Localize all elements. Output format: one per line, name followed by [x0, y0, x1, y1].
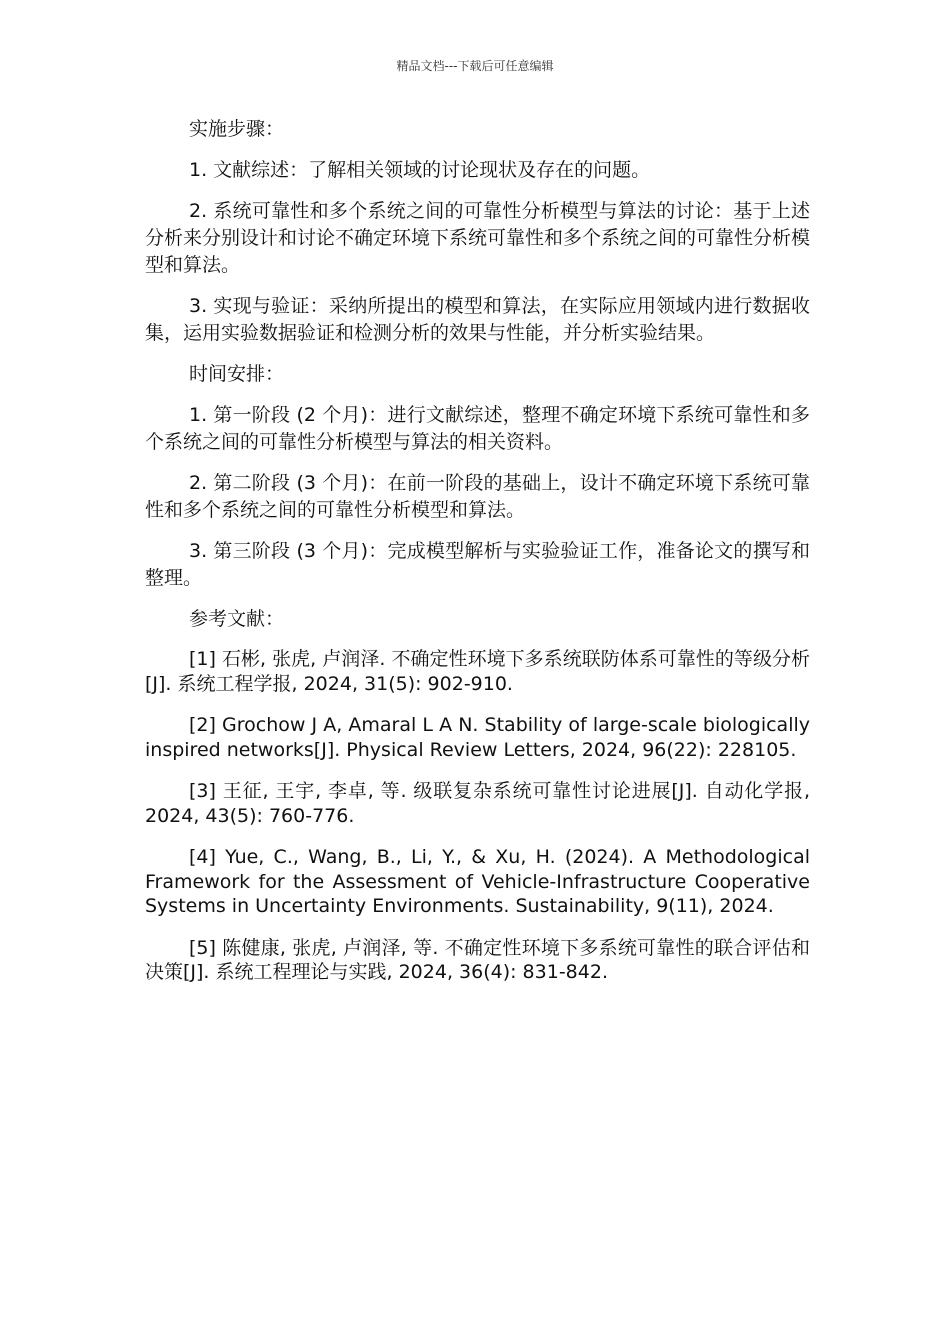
section-heading-steps: 实施步骤：	[189, 118, 285, 140]
page-header: 精品文档---下载后可任意编辑	[396, 59, 554, 73]
schedule-item: 3. 第三阶段 (3 个月)：完成模型解析与实验验证工作，准备论文的撰写和整理。	[145, 540, 810, 589]
reference-item: [4] Yue, C., Wang, B., Li, Y., & Xu, H. (2024). A Methodological Framework for the Assessment of Vehicle-Infrastructure Cooperative Systems in Uncertainty Environments. Sustainability, 9(11), 2024.	[145, 846, 810, 917]
section-heading-schedule: 时间安排：	[189, 363, 285, 385]
schedule-item: 1. 第一阶段 (2 个月)：进行文献综述，整理不确定环境下系统可靠性和多个系统之间的可靠性分析模型与算法的相关资料。	[145, 404, 810, 453]
reference-item: [1] 石彬, 张虎, 卢润泽. 不确定性环境下多系统联防体系可靠性的等级分析[J]. 系统工程学报, 2024, 31(5): 902-910.	[145, 648, 810, 695]
reference-item: [2] Grochow J A, Amaral L A N. Stability of large-scale biologically inspired networks[J]. Physical Review Letters, 2024, 96(22): 228105.	[145, 714, 810, 761]
reference-item: [3] 王征, 王宇, 李卓, 等. 级联复杂系统可靠性讨论进展[J]. 自动化学报, 2024, 43(5): 760-776.	[145, 780, 810, 827]
document-body	[145, 116, 810, 1002]
schedule-item: 2. 第二阶段 (3 个月)：在前一阶段的基础上，设计不确定环境下系统可靠性和多个系统之间的可靠性分析模型和算法。	[145, 472, 810, 521]
step-item: 1. 文献综述：了解相关领域的讨论现状及存在的问题。	[189, 159, 651, 181]
step-item: 2. 系统可靠性和多个系统之间的可靠性分析模型与算法的讨论：基于上述分析来分别设计和讨论不确定环境下系统可靠性和多个系统之间的可靠性分析模型和算法。	[145, 200, 811, 276]
step-item: 3. 实现与验证：采纳所提出的模型和算法，在实际应用领域内进行数据收集，运用实验数据验证和检测分析的效果与性能，并分析实验结果。	[145, 295, 810, 344]
section-heading-references: 参考文献：	[189, 608, 285, 630]
reference-item: [5] 陈健康, 张虎, 卢润泽, 等. 不确定性环境下多系统可靠性的联合评估和决策[J]. 系统工程理论与实践, 2024, 36(4): 831-842.	[145, 936, 810, 983]
